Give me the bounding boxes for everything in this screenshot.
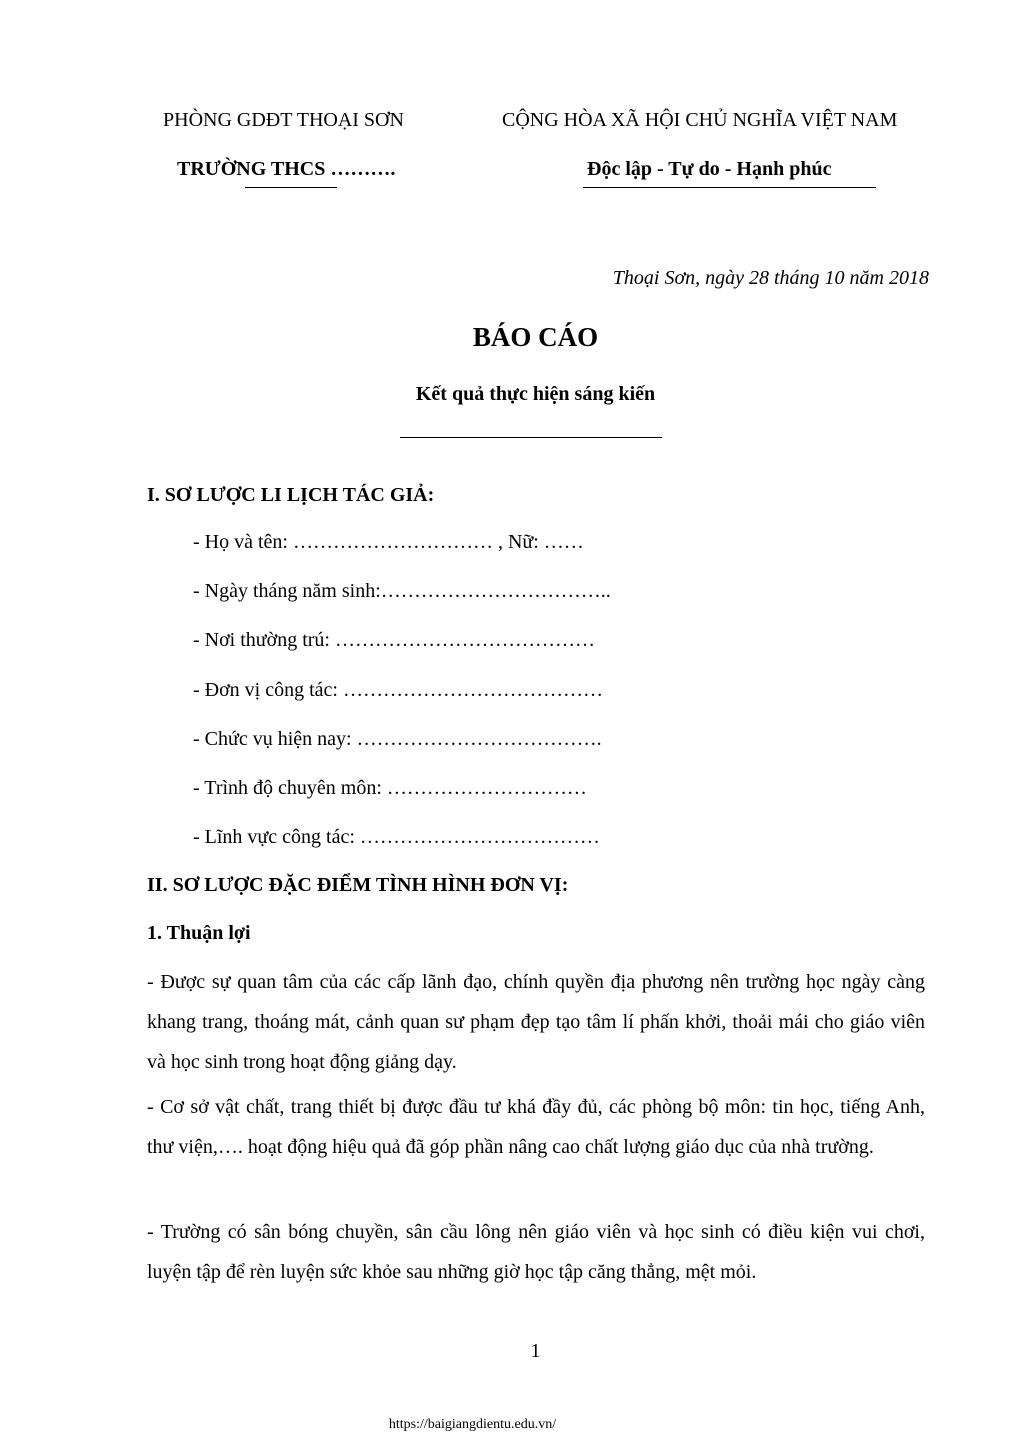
- field-workplace: - Đơn vị công tác: …………………………………: [193, 679, 603, 701]
- field-work-area: - Lĩnh vực công tác: ………………………………: [193, 826, 600, 848]
- department-name: PHÒNG GDĐT THOẠI SƠN: [163, 109, 404, 131]
- section-2-heading: II. SƠ LƯỢC ĐẶC ĐIỂM TÌNH HÌNH ĐƠN VỊ:: [147, 874, 569, 896]
- report-subtitle: Kết quả thực hiện sáng kiến: [415, 383, 656, 405]
- paragraph-1: - Được sự quan tâm của các cấp lãnh đạo, chính quyền địa phương nên trường học ngày càng khang trang, thoáng mát, cảnh quan sư phạm đẹp tạo tâm lí phấn khởi, thoải mái cho giáo viên và học sinh trong hoạt động giảng dạy.: [147, 971, 925, 1073]
- national-title: CỘNG HÒA XÃ HỘI CHỦ NGHĨA VIỆT NAM: [502, 109, 898, 131]
- paragraph-2: - Cơ sở vật chất, trang thiết bị được đầu tư khá đầy đủ, các phòng bộ môn: tin học, tiếng Anh, thư viện,…. hoạt động hiệu quả đã góp phần nâng cao chất lượng giáo dục của nhà trường.: [147, 1096, 925, 1158]
- field-birth-date: - Ngày tháng năm sinh:……………………………..: [193, 580, 611, 602]
- field-residence: - Nơi thường trú: …………………………………: [193, 629, 595, 651]
- field-qualification: - Trình độ chuyên môn: …………………………: [193, 777, 587, 799]
- paragraph-3: - Trường có sân bóng chuyền, sân cầu lông nên giáo viên và học sinh có điều kiện vui chơi, luyện tập để rèn luyện sức khỏe sau những giờ học tập căng thẳng, mệt mỏi.: [147, 1221, 925, 1283]
- national-motto: Độc lập - Tự do - Hạnh phúc: [587, 158, 832, 180]
- field-position: - Chức vụ hiện nay: ……………………………….: [193, 728, 602, 750]
- date-line: Thoại Sơn, ngày 28 tháng 10 năm 2018: [612, 267, 929, 289]
- motto-underline: [583, 187, 876, 188]
- subsection-advantages: 1. Thuận lợi: [147, 922, 251, 944]
- school-name: TRƯỜNG THCS ……….: [177, 158, 396, 180]
- school-underline: [245, 187, 337, 188]
- page-number: 1: [530, 1340, 541, 1362]
- title-divider: [400, 437, 662, 438]
- section-1-heading: I. SƠ LƯỢC LI LỊCH TÁC GIẢ:: [147, 484, 435, 506]
- report-title: BÁO CÁO: [472, 322, 599, 352]
- field-full-name: - Họ và tên: ………………………… , Nữ: ……: [193, 531, 584, 553]
- footer-url[interactable]: https://baigiangdientu.edu.vn/: [388, 1417, 557, 1432]
